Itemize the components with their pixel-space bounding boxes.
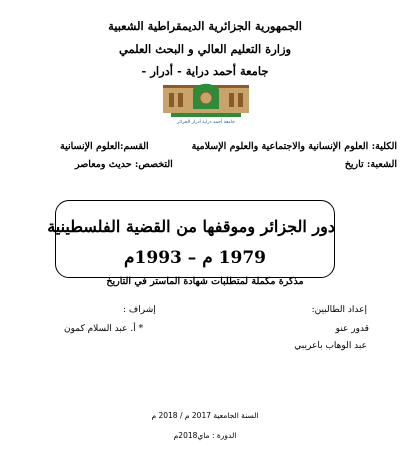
student-name-1: قدور عنو — [335, 324, 369, 334]
academic-year: السنة الجامعية 2017 م / 2018 م — [151, 411, 259, 420]
students-label: إعداد الطالبين: — [311, 305, 367, 315]
faculty-label: الكلية: العلوم الإنسانية والاجتماعية والعلوم الإسلامية — [191, 141, 397, 152]
logo-caption: جامعة أحمد دراية أدرار الجزائر — [177, 120, 235, 125]
supervisor-label: إشراف : — [123, 305, 156, 315]
republic-name: الجمهورية الجزائرية الديمقراطية الشعبية — [108, 19, 302, 33]
department-label: القسم:العلوم الإنسانية — [60, 141, 149, 152]
university-name: جامعة أحمد دراية - أدرار - — [141, 64, 269, 78]
thesis-subtitle: مذكرة مكملة لمتطلبات شهادة الماستر في التاريخ — [106, 276, 304, 287]
branch-label: الشعبة: تاريخ — [344, 159, 397, 170]
exam-session: الدورة : ماي2018م — [173, 431, 237, 440]
thesis-period: 1979 م – 1993م — [124, 248, 266, 268]
specialty-label: التخصص: حديث ومعاصر — [75, 159, 173, 170]
university-logo — [161, 81, 251, 126]
supervisor-name: * أ. عبد السلام كمون — [64, 324, 144, 334]
student-name-2: عبد الوهاب باعريبي — [294, 341, 367, 351]
ministry-name: وزارة التعليم العالي و البحث العلمي — [118, 42, 292, 56]
thesis-title: دور الجزائر وموقفها من القضية الفلسطينية — [47, 217, 335, 236]
